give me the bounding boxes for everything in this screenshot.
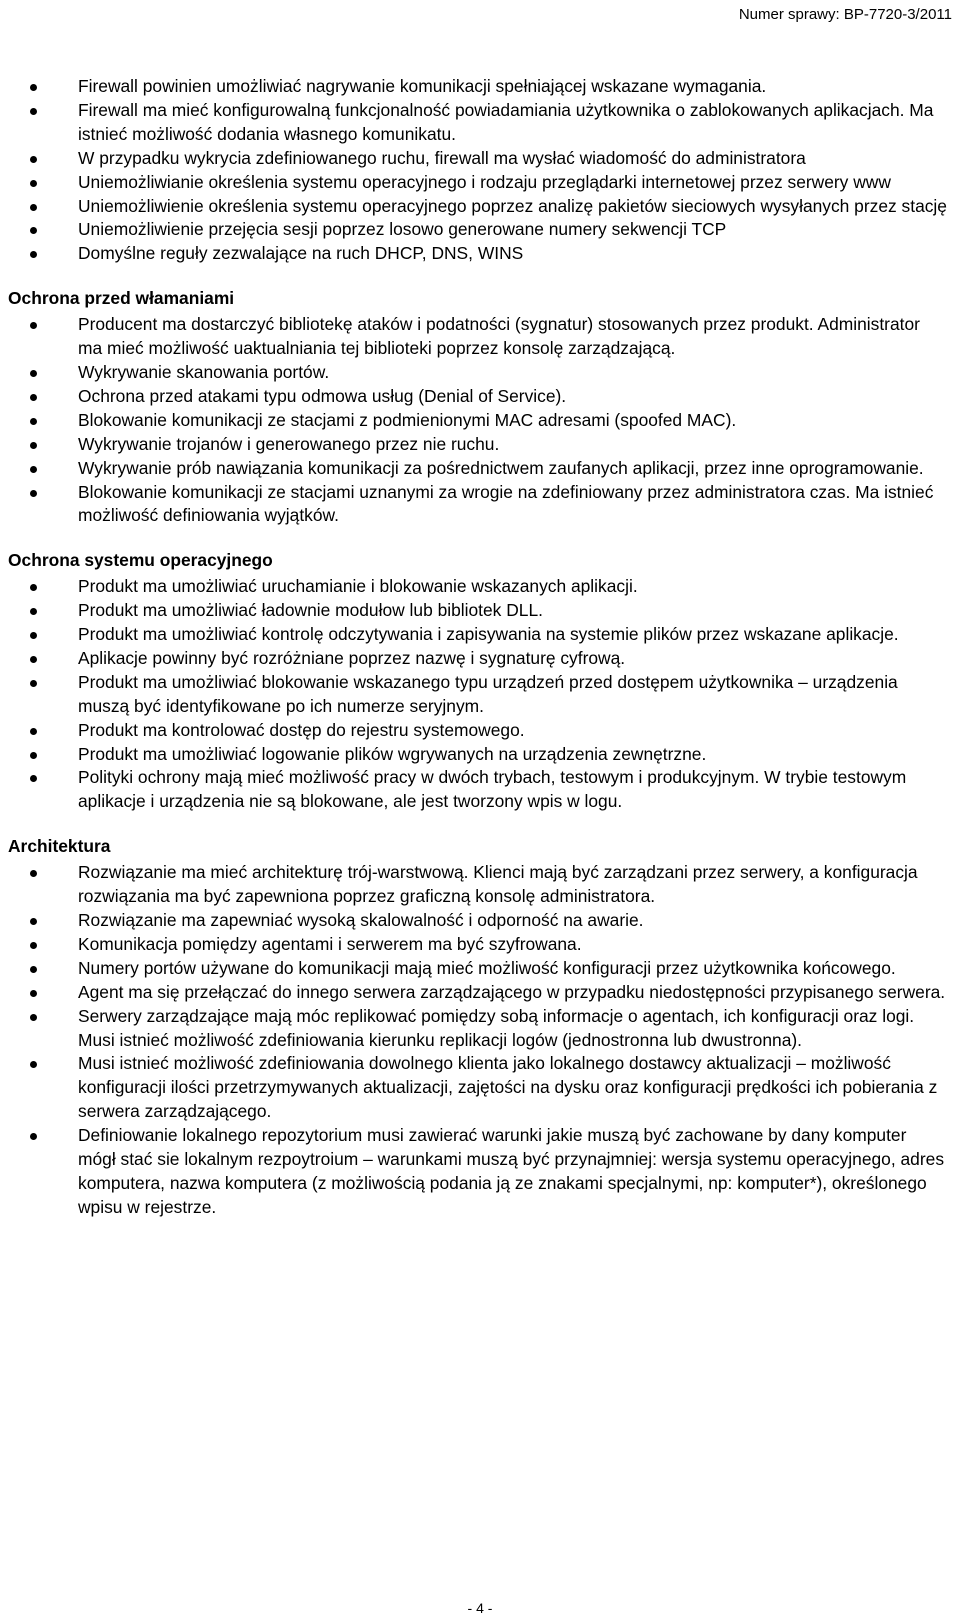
- section-title-os: Ochrona systemu operacyjnego: [8, 550, 273, 571]
- document-body: [8, 75, 948, 1220]
- list-item: Blokowanie komunikacji ze stacjami z podmienionymi MAC adresami (spoofed MAC).: [8, 409, 948, 433]
- list-item: Uniemożliwienie określenia systemu operacyjnego poprzez analizę pakietów sieciowych wysyłanych przez stację: [8, 195, 948, 219]
- bullet-icon: [30, 84, 37, 91]
- bullet-icon: [30, 180, 37, 187]
- bullet-icon: [30, 1133, 37, 1140]
- bullet-icon: [30, 656, 37, 663]
- bullet-icon: [30, 442, 37, 449]
- list-item: Produkt ma umożliwiać kontrolę odczytywania i zapisywania na systemie plików przez wskazane aplikacje.: [8, 623, 948, 647]
- bullet-icon: [30, 870, 37, 877]
- section-title-architecture: Architektura: [8, 836, 111, 857]
- list-item: Firewall ma mieć konfigurowalną funkcjonalność powiadamiania użytkownika o zablokowanych aplikacjach. Ma istnieć możliwość dodania własnego komunikatu.: [8, 99, 948, 147]
- list-item: Wykrywanie skanowania portów.: [8, 361, 948, 385]
- list-item: Rozwiązanie ma mieć architekturę trój-warstwową. Klienci mają być zarządzani przez serwery, a konfiguracja rozwiązania ma być zapewniona poprzez graficzną konsolę administratora.: [8, 861, 948, 909]
- list-item: Domyślne reguły zezwalające na ruch DHCP, DNS, WINS: [8, 242, 948, 266]
- page-number: - 4 -: [467, 1600, 493, 1616]
- bullet-icon: [30, 227, 37, 234]
- list-item: Uniemożliwienie przejęcia sesji poprzez losowo generowane numery sekwencji TCP: [8, 218, 948, 242]
- bullet-icon: [30, 370, 37, 377]
- list-item: Serwery zarządzające mają móc replikować pomiędzy sobą informacje o agentach, ich konfiguracji oraz logi. Musi istnieć możliwość zdefiniowania kierunku replikacji logów (jednostronna lub dwustronna).: [8, 1005, 948, 1053]
- list-item: Definiowanie lokalnego repozytorium musi zawierać warunki jakie muszą być zachowane by dany komputer mógł stać sie lokalnym rezpoytroium – warunkami muszą być przynajmniej: wersja systemu operacyjnego, adres komputera, nazwa komputera (z możliwością podania ją ze znakami specjalnymi, np: komputer*), określonego wpisu w rejestrze.: [8, 1124, 948, 1220]
- list-item: Produkt ma umożliwiać logowanie plików wgrywanych na urządzenia zewnętrzne.: [8, 743, 948, 767]
- list-item: Producent ma dostarczyć bibliotekę ataków i podatności (sygnatur) stosowanych przez produkt. Administrator ma mieć możliwość uaktualniania tej biblioteki poprzez konsolę zarządzającą.: [8, 313, 948, 361]
- list-item: Produkt ma umożliwiać blokowanie wskazanego typu urządzeń przed dostępem użytkownika – urządzenia muszą być identyfikowane po ich numerze seryjnym.: [8, 671, 948, 719]
- bullet-icon: [30, 752, 37, 759]
- list-item: Produkt ma umożliwiać ładownie modułow lub bibliotek DLL.: [8, 599, 948, 623]
- list-item: Wykrywanie trojanów i generowanego przez nie ruchu.: [8, 433, 948, 457]
- bullet-icon: [30, 942, 37, 949]
- list-item: Numery portów używane do komunikacji mają mieć możliwość konfiguracji przez użytkownika końcowego.: [8, 957, 948, 981]
- list-item: Komunikacja pomiędzy agentami i serwerem ma być szyfrowana.: [8, 933, 948, 957]
- bullet-icon: [30, 608, 37, 615]
- bullet-icon: [30, 156, 37, 163]
- bullet-icon: [30, 584, 37, 591]
- section-title-intrusion: Ochrona przed włamaniami: [8, 288, 235, 309]
- bullet-icon: [30, 680, 37, 687]
- firewall-list: [8, 75, 948, 266]
- list-item: Uniemożliwianie określenia systemu operacyjnego i rodzaju przeglądarki internetowej przez serwery www: [8, 171, 948, 195]
- list-item: Produkt ma kontrolować dostęp do rejestru systemowego.: [8, 719, 948, 743]
- list-item: Blokowanie komunikacji ze stacjami uznanymi za wrogie na zdefiniowany przez administratora czas. Ma istnieć możliwość definiowania wyjątków.: [8, 481, 948, 529]
- bullet-icon: [30, 918, 37, 925]
- list-item: Ochrona przed atakami typu odmowa usług (Denial of Service).: [8, 385, 948, 409]
- bullet-icon: [30, 775, 37, 782]
- list-item: Rozwiązanie ma zapewniać wysoką skalowalność i odporność na awarie.: [8, 909, 948, 933]
- list-item: Produkt ma umożliwiać uruchamianie i blokowanie wskazanych aplikacji.: [8, 575, 948, 599]
- bullet-icon: [30, 1061, 37, 1068]
- bullet-icon: [30, 204, 37, 211]
- os-protection-list: [8, 575, 948, 814]
- list-item: Musi istnieć możliwość zdefiniowania dowolnego klienta jako lokalnego dostawcy aktualizacji – możliwość konfiguracji ilości przetrzymywanych aktualizacji, zajętości na dysku oraz konfiguracji prędkości ich pobierania z serwera zarządzającego.: [8, 1052, 948, 1124]
- list-item: Firewall powinien umożliwiać nagrywanie komunikacji spełniającej wskazane wymagania.: [8, 75, 948, 99]
- bullet-icon: [30, 632, 37, 639]
- list-item: Agent ma się przełączać do innego serwera zarządzającego w przypadku niedostępności przypisanego serwera.: [8, 981, 948, 1005]
- bullet-icon: [30, 418, 37, 425]
- bullet-icon: [30, 728, 37, 735]
- bullet-icon: [30, 966, 37, 973]
- bullet-icon: [30, 466, 37, 473]
- case-number: Numer sprawy: BP-7720-3/2011: [738, 6, 952, 23]
- list-item: W przypadku wykrycia zdefiniowanego ruchu, firewall ma wysłać wiadomość do administratora: [8, 147, 948, 171]
- bullet-icon: [30, 1014, 37, 1021]
- list-item: Wykrywanie prób nawiązania komunikacji za pośrednictwem zaufanych aplikacji, przez inne oprogramowanie.: [8, 457, 948, 481]
- bullet-icon: [30, 322, 37, 329]
- bullet-icon: [30, 108, 37, 115]
- bullet-icon: [30, 251, 37, 258]
- bullet-icon: [30, 490, 37, 497]
- intrusion-list: [8, 313, 948, 528]
- list-item: Aplikacje powinny być rozróżniane poprzez nazwę i sygnaturę cyfrową.: [8, 647, 948, 671]
- bullet-icon: [30, 990, 37, 997]
- bullet-icon: [30, 394, 37, 401]
- architecture-list: [8, 861, 948, 1220]
- list-item: Polityki ochrony mają mieć możliwość pracy w dwóch trybach, testowym i produkcyjnym. W trybie testowym aplikacje i urządzenia nie są blokowane, ale jest tworzony wpis w logu.: [8, 766, 948, 814]
